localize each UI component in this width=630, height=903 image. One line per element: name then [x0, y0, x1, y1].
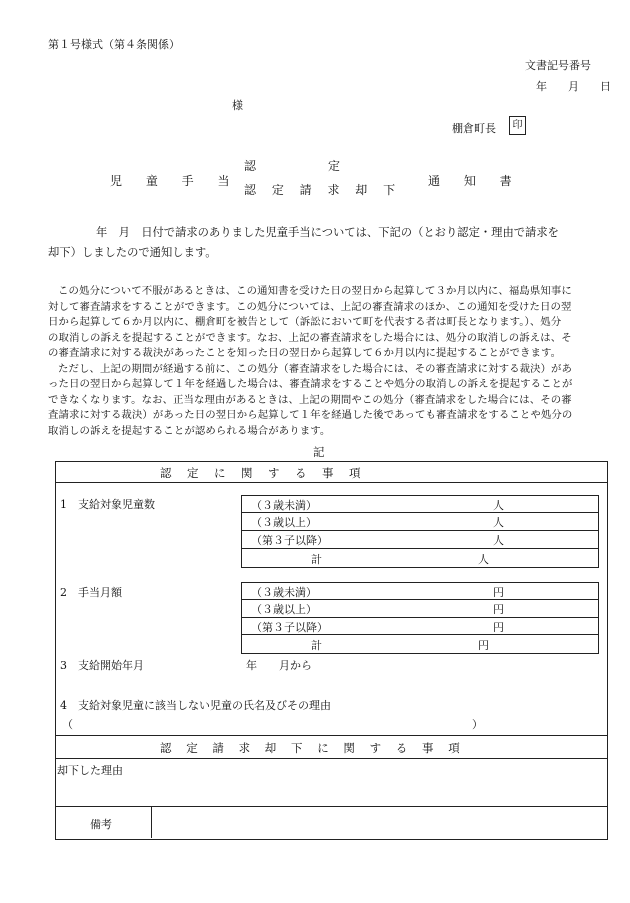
- item4-close-paren: ）: [472, 718, 483, 731]
- remarks-label: 備考: [90, 818, 112, 831]
- item2-label: 2 手当月額: [60, 586, 122, 599]
- divider: [55, 758, 607, 759]
- item3-label: 3 支給開始年月: [60, 659, 144, 672]
- notice-line: 対して審査請求をすることができます。この処分については、上記の審査請求のほか、この通知を受けた日の翌: [48, 300, 572, 313]
- title-upper: 認 定: [244, 159, 341, 173]
- row-label: （３歳未満）: [251, 586, 317, 599]
- item1-row: [241, 513, 597, 530]
- rejection-section-header: 認 定 請 求 却 下 に 関 す る 事 項: [160, 741, 462, 755]
- addressee-suffix: 様: [232, 99, 243, 112]
- notice-line: の審査請求に対する裁決があったことを知った日の翌日から起算して６か月以内に提起することができます。: [48, 347, 562, 359]
- intro-line-1: 年 月 日付で請求のありました児童手当については、下記の（とおり認定・理由で請求を: [96, 226, 559, 239]
- notice-line: 取消しの訴えを提起することが認められる場合があります。: [48, 424, 331, 437]
- notice-line: 査請求に対する裁決）があった日の翌日から起算して１年を経過した後であっても審査請求をすることや処分の: [48, 409, 573, 421]
- row-unit: 円: [493, 603, 504, 616]
- row-unit: 人: [493, 499, 504, 512]
- title-left: 児 童 手 当: [110, 174, 240, 188]
- notice-line: 日から起算して６か月以内に、棚倉町を被告として（訴訟において町を代表する者は町長となります。）、処分: [48, 316, 562, 328]
- intro-line-2: 却下）しましたので通知します。: [48, 246, 217, 259]
- row-unit: 円: [493, 621, 504, 634]
- item1-row: [241, 531, 597, 548]
- title-lower: 認 定 請 求 却 下: [244, 183, 402, 197]
- appeal-notice: [48, 284, 604, 439]
- item2-total-unit: 円: [478, 639, 489, 652]
- row-label: （第３子以降）: [251, 534, 328, 547]
- row-unit: 円: [493, 586, 504, 599]
- item2-row: [241, 618, 597, 635]
- divider: [151, 806, 152, 838]
- notice-line: この処分について不服があるときは、この通知書を受けた日の翌日から起算して３か月以内に、福島県知事に: [58, 285, 572, 297]
- item1-total-label: 計: [311, 553, 322, 566]
- item1-total-unit: 人: [478, 553, 489, 566]
- rejection-reason-label: 却下した理由: [57, 764, 123, 777]
- item3-value: 年 月から: [246, 659, 312, 672]
- seal-box: 印: [509, 116, 526, 135]
- row-unit: 人: [493, 516, 504, 529]
- item2-total-label: 計: [311, 639, 322, 652]
- issue-date: 年 月 日: [536, 80, 616, 93]
- notice-line: できなくなります。なお、正当な理由があるときは、上記の期間やこの処分（審査請求をした場合には、その審: [48, 393, 572, 406]
- approval-section-header: 認 定 に 関 す る 事 項: [160, 466, 363, 480]
- row-label: （３歳以上）: [251, 516, 317, 529]
- form-number: 第１号様式（第４条関係）: [48, 38, 180, 51]
- item4-open-paren: （: [62, 718, 73, 731]
- divider: [241, 548, 598, 549]
- item2-row: [241, 600, 597, 617]
- divider: [55, 806, 607, 807]
- document-number-label: 文書記号番号: [525, 59, 591, 72]
- item2-row: [241, 583, 597, 600]
- item4-label: 4 支給対象児童に該当しない児童の氏名及びその理由: [60, 699, 331, 712]
- row-unit: 人: [493, 534, 504, 547]
- divider: [55, 735, 607, 736]
- notice-line: の取消しの訴えを提起することができます。なお、上記の審査請求をした場合には、処分の取消しの訴えは、そ: [48, 331, 572, 344]
- title-right: 通 知 書: [428, 174, 522, 188]
- row-label: （３歳以上）: [251, 603, 317, 616]
- item1-row: [241, 496, 597, 513]
- notice-line: った日の翌日から起算して１年を経過した場合は、審査請求をすることや処分の取消しの訴えを提起することが: [48, 378, 573, 390]
- item1-label: 1 支給対象児童数: [60, 498, 155, 511]
- ki-heading: 記: [313, 445, 325, 459]
- issuer-title: 棚倉町長: [452, 122, 496, 135]
- divider: [55, 482, 607, 483]
- row-label: （第３子以降）: [251, 621, 328, 634]
- notice-line: ただし、上記の期間が経過する前に、この処分（審査請求をした場合には、その審査請求に対する裁決）があ: [58, 362, 573, 375]
- row-label: （３歳未満）: [251, 499, 317, 512]
